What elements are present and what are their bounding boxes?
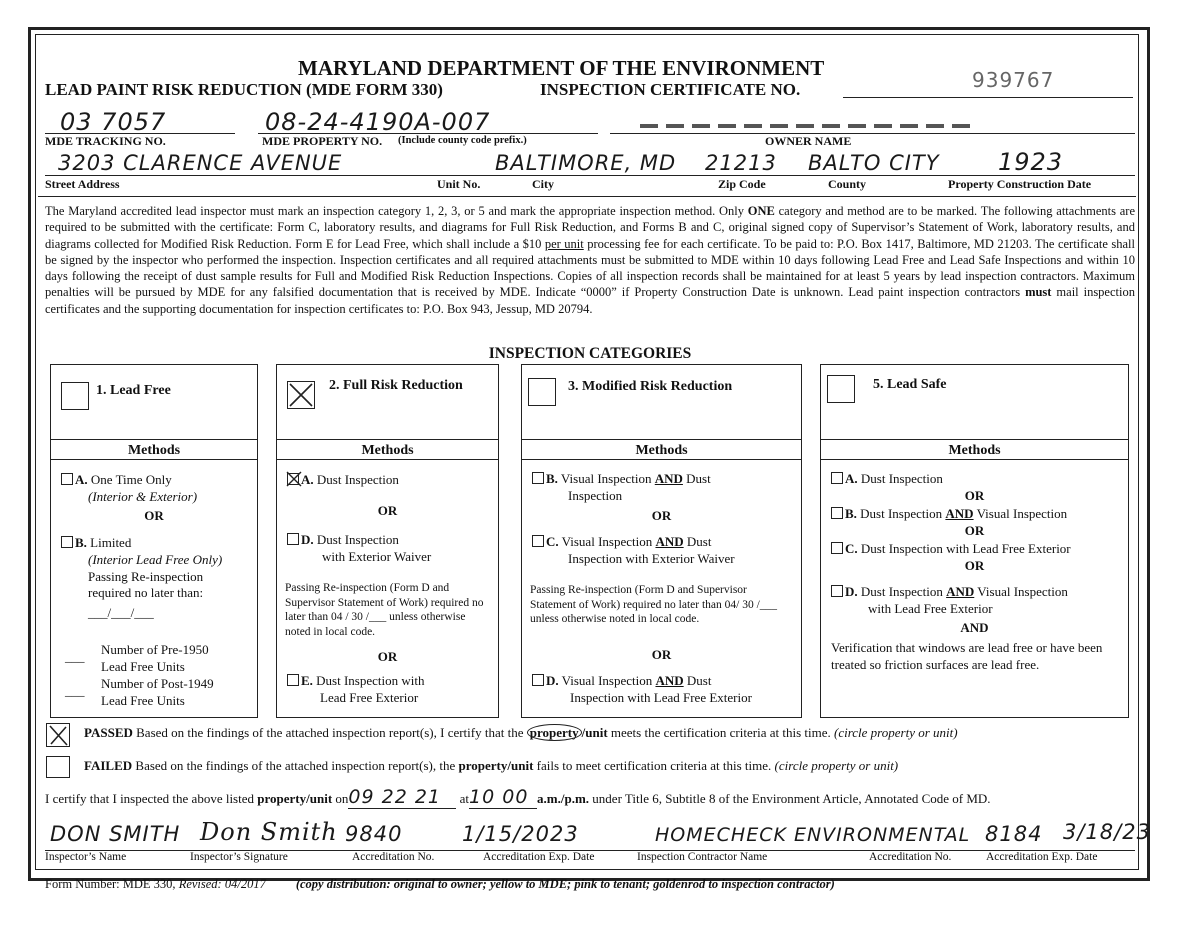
owner-name-redacted (640, 124, 970, 128)
category-1-checkbox[interactable] (61, 382, 89, 410)
failed-text-1: Based on the findings of the attached inspection report(s), the (132, 758, 459, 773)
method-2a-check-mark (286, 471, 302, 487)
form-name: LEAD PAINT RISK REDUCTION (MDE FORM 330) (45, 80, 443, 99)
method-3c-letter: C. (546, 534, 559, 549)
pre-1950-label: Number of Pre-1950 Lead Free Units (101, 642, 209, 674)
tracking-number-value: 03 7057 (60, 108, 167, 136)
accreditation-exp-value: 1/15/2023 (462, 822, 579, 846)
certify-text-3: under Title 6, Subtitle 8 of the Environment Article, Annotated Code of MD. (589, 791, 991, 806)
method-1b (61, 535, 131, 550)
instructions-per-unit: per unit (544, 236, 584, 251)
category-1-methods-divider (51, 459, 257, 460)
method-3-or-2: OR (651, 647, 672, 662)
passed-checkbox[interactable] (46, 723, 70, 747)
passed-hint: (circle property or unit) (833, 725, 958, 740)
street-address-value: 3203 CLARENCE AVENUE (58, 151, 343, 175)
inspection-time-value: 10 00 (469, 786, 537, 809)
method-5b-checkbox[interactable] (831, 507, 843, 519)
owner-label: OWNER NAME (765, 134, 852, 148)
passed-property-circled[interactable]: property (527, 724, 582, 741)
passed-check-mark (47, 724, 69, 746)
method-2e (287, 673, 425, 688)
owner-line (610, 133, 1135, 134)
contractor-name-label: Inspection Contractor Name (637, 851, 768, 863)
method-5d-sub: with Lead Free Exterior (868, 601, 993, 616)
post-1949-label: Number of Post-1949 Lead Free Units (101, 676, 214, 708)
certificate-line (843, 97, 1133, 98)
method-1b-reinspection: Passing Re-inspection required no later than: (88, 569, 204, 600)
method-5b-and: AND (945, 506, 974, 521)
unit-label: Unit No. (437, 177, 481, 191)
failed-checkbox[interactable] (46, 756, 70, 778)
method-1a-text: One Time Only (87, 472, 172, 487)
method-2-or-1: OR (377, 503, 398, 518)
city-label: City (532, 177, 554, 191)
contractor-accreditation-value: 8184 (985, 822, 1043, 846)
category-1-title: 1. Lead Free (96, 383, 171, 398)
method-5-verification: Verification that windows are lead free or have been treated so friction surfaces are lead free. (831, 640, 1103, 672)
category-3-title: 3. Modified Risk Reduction (568, 379, 733, 394)
instructions-must: must (1025, 285, 1052, 300)
method-3c-sub: Inspection with Exterior Waiver (568, 551, 735, 566)
inspector-name-value: DON SMITH (50, 822, 181, 846)
category-lead-safe (820, 364, 1129, 718)
method-2e-sub: Lead Free Exterior (320, 690, 419, 705)
inspection-date-value: 09 22 21 (348, 786, 456, 809)
method-5d-and: AND (946, 584, 975, 599)
method-5a-checkbox[interactable] (831, 472, 843, 484)
method-2e-checkbox[interactable] (287, 674, 299, 686)
inspector-signature-label: Inspector’s Signature (190, 851, 288, 863)
category-3-divider (522, 439, 801, 440)
category-1-methods-label: Methods (127, 443, 181, 458)
category-lead-free (50, 364, 258, 718)
method-5-and: AND (960, 620, 989, 635)
method-3d-letter: D. (546, 673, 559, 688)
method-1a-checkbox[interactable] (61, 473, 73, 485)
category-2-checkbox[interactable] (287, 381, 315, 409)
certify-text-2: on (332, 791, 349, 806)
category-5-checkbox[interactable] (827, 375, 855, 403)
method-2d-sub: with Exterior Waiver (322, 549, 432, 564)
method-5d-checkbox[interactable] (831, 585, 843, 597)
method-5d-letter: D. (845, 584, 858, 599)
construction-date-label: Property Construction Date (948, 177, 1092, 191)
failed-property-unit: property/unit (458, 758, 534, 773)
address-line (45, 175, 1135, 176)
method-3b-text-1: Visual Inspection (557, 471, 655, 486)
category-3-checkbox[interactable] (528, 378, 556, 406)
footer-revised: Revised: 04/2017 (178, 877, 266, 891)
method-3b (532, 471, 711, 486)
tracking-label: MDE TRACKING NO. (45, 134, 166, 148)
passed-unit[interactable]: unit (585, 725, 608, 740)
method-1a-sub: (Interior & Exterior) (88, 489, 198, 504)
category-2-title: 2. Full Risk Reduction (329, 378, 463, 393)
method-1a (61, 472, 251, 487)
category-full-risk-reduction (276, 364, 499, 718)
method-5c-letter: C. (845, 541, 858, 556)
method-2-or-2: OR (377, 649, 398, 664)
passed-text-1: Based on the findings of the attached inspection report(s), I certify that the (132, 725, 527, 740)
instructions-part-1: The Maryland accredited lead inspector must mark an inspection category 1, 2, 3, or 5 and mark the appropriate inspection method. Only (45, 204, 748, 218)
inspector-signature-value: Don Smith (200, 818, 338, 846)
method-5d-text-2: Visual Inspection (974, 584, 1068, 599)
method-2e-letter: E. (301, 673, 313, 688)
method-3c-checkbox[interactable] (532, 535, 544, 547)
pre-1950-blank: ___ (65, 649, 85, 664)
instructions-part-4: mail inspection certificates and the supporting documentation for inspection certificates to: P.O. Box 943, Jessup, MD 20794. (45, 285, 1135, 316)
category-5-divider (821, 439, 1128, 440)
certify-at: at (456, 791, 470, 806)
method-3c (532, 534, 711, 549)
passed-label: PASSED (84, 725, 133, 740)
method-3d-text-1: Visual Inspection (558, 673, 656, 688)
method-5-or-3: OR (964, 558, 985, 573)
instructions-part-3: processing fee for each certificate. To be paid to: P.O. Box 1417, Baltimore, MD 21203. The certificate shall be signed by the inspector who performed the inspection. Inspection certificates and all required attachments must be submitted to MDE within 10 days following Lead Free and Lead Safe Inspections and within 10 days following the receipt of dust sample results for Full and Modified Risk Reduction Inspections. Copies of all inspection records shall be maintained for at least 5 years by lead inspection contractors. Maximum penalties will be pursued by MDE for any falsified documentation that is received by MDE. Indicate “0000” if Property Construction Date is unknown. Lead paint inspection contractors (45, 236, 1135, 300)
categories-title: INSPECTION CATEGORIES (488, 345, 692, 362)
method-1b-text: Limited (86, 535, 132, 550)
method-5b-text-1: Dust Inspection (856, 506, 946, 521)
passed-text-2: meets the certification criteria at this time. (607, 725, 834, 740)
passed-slash: / (581, 725, 586, 740)
failed-label: FAILED (84, 758, 133, 773)
method-2a-checkbox[interactable] (287, 473, 299, 485)
method-3d-and: AND (655, 673, 684, 688)
certify-text-1: I certify that I inspected the above listed (45, 791, 258, 806)
accreditation-number-value: 9840 (345, 822, 403, 846)
method-3d-sub: Inspection with Lead Free Exterior (570, 690, 752, 705)
failed-hint: (circle property or unit) (774, 758, 899, 773)
method-5b-letter: B. (845, 506, 857, 521)
method-1-or: OR (144, 508, 164, 523)
county-label: County (828, 177, 867, 191)
county-value: BALTO CITY (808, 151, 940, 175)
street-label: Street Address (45, 177, 120, 191)
inspector-name-label: Inspector’s Name (45, 851, 127, 863)
method-1a-letter: A. (75, 472, 88, 487)
method-5b (831, 506, 1067, 521)
method-3-reinspection: Passing Re-inspection (Form D and Supervisor Statement of Work) required no later than 04/ 30 /___ unless otherwise noted in local code. (530, 584, 778, 625)
method-1b-sub: (Interior Lead Free Only) (88, 552, 223, 567)
method-2-reinspection: Passing Re-inspection (Form D and Supervisor Statement of Work) required no later than 04 / 30 /___ unless otherwise noted in local code. (285, 582, 484, 638)
category-5-title: 5. Lead Safe (873, 377, 947, 392)
method-3c-text-2: Dust (683, 534, 712, 549)
failed-text-2: fails to meet certification criteria at this time. (533, 758, 775, 773)
method-5d (831, 584, 1068, 599)
method-2a-text: Dust Inspection (313, 472, 399, 487)
method-3d-text-2: Dust (683, 673, 712, 688)
form-title: MARYLAND DEPARTMENT OF THE ENVIRONMENT (298, 56, 825, 80)
method-3b-letter: B. (546, 471, 558, 486)
method-5d-text-1: Dust Inspection (857, 584, 947, 599)
method-5-or-1: OR (964, 488, 985, 503)
category-3-methods-label: Methods (635, 443, 688, 458)
contractor-name-value: HOMECHECK ENVIRONMENTAL (655, 824, 971, 846)
contractor-exp-label: Accreditation Exp. Date (986, 851, 1098, 863)
method-5-or-2: OR (964, 523, 985, 538)
accreditation-number-label: Accreditation No. (352, 851, 435, 863)
passed-statement (84, 725, 958, 741)
method-1b-checkbox[interactable] (61, 536, 73, 548)
method-3b-sub: Inspection (568, 488, 623, 503)
property-number-value: 08-24-4190A-007 (265, 108, 491, 136)
method-1b-date-blank: ___/___/___ (88, 605, 154, 620)
method-1b-letter: B. (75, 535, 87, 550)
method-3c-and: AND (655, 534, 684, 549)
zip-label: Zip Code (718, 177, 766, 191)
category-2-divider (277, 439, 498, 440)
instructions-one: ONE (747, 204, 775, 218)
category-2-check-mark (288, 382, 314, 408)
property-hint: (Include county code prefix.) (398, 135, 527, 146)
method-3b-checkbox[interactable] (532, 472, 544, 484)
method-3d-checkbox[interactable] (532, 674, 544, 686)
method-5a (831, 471, 943, 486)
footer-distribution: (copy distribution: original to owner; yellow to MDE; pink to tenant; goldenrod to inspection contractor) (295, 877, 835, 891)
method-3b-and: AND (654, 471, 683, 486)
method-5c (831, 541, 1071, 556)
method-5b-text-2: Visual Inspection (973, 506, 1068, 521)
accreditation-exp-label: Accreditation Exp. Date (483, 851, 595, 863)
form-footer (45, 877, 835, 892)
certificate-number: 939767 (972, 68, 1055, 92)
method-5c-text: Dust Inspection with Lead Free Exterior (857, 541, 1071, 556)
certify-am-pm: a.m./p.m. (537, 791, 590, 806)
category-2-methods-label: Methods (361, 443, 414, 458)
certify-statement (45, 786, 991, 809)
category-2-methods-divider (277, 459, 498, 460)
certificate-label: INSPECTION CERTIFICATE NO. (540, 80, 801, 99)
failed-statement (84, 758, 898, 774)
category-3-methods-divider (522, 459, 801, 460)
contractor-exp-value: 3/18/23 (1063, 820, 1151, 844)
header-divider (38, 196, 1136, 197)
instructions-part-2: category and method are to be marked. The following attachments are required to be submitted with the certificate: Form C, laboratory results, and diagrams for Full Risk Reduction, and Forms B and C, original signed copy of Supervisor’s Statement of Work, laboratory results, and diagrams collected for Modified Risk Reduction. Form E for Lead Free, which shall include a $10 (45, 204, 1136, 251)
property-label: MDE PROPERTY NO. (262, 134, 383, 148)
city-value: BALTIMORE, MD (495, 151, 677, 175)
method-5c-checkbox[interactable] (831, 542, 843, 554)
construction-date-value: 1923 (998, 148, 1064, 176)
method-5a-text: Dust Inspection (857, 471, 943, 486)
category-5-methods-divider (821, 459, 1128, 460)
method-2d-letter: D. (301, 532, 314, 547)
method-3c-text-1: Visual Inspection (558, 534, 656, 549)
method-5a-letter: A. (845, 471, 858, 486)
footer-form-number: Form Number: MDE 330, (45, 877, 179, 891)
method-3-or-1: OR (651, 508, 672, 523)
category-modified-risk-reduction (521, 364, 802, 718)
method-2d-text: Dust Inspection (313, 532, 399, 547)
method-2a (287, 472, 399, 487)
instructions-paragraph (45, 203, 1135, 317)
method-2a-letter: A. (301, 472, 314, 487)
method-2e-text: Dust Inspection with (312, 673, 425, 688)
method-2d-checkbox[interactable] (287, 533, 299, 545)
category-5-methods-label: Methods (948, 443, 1001, 458)
method-2d (287, 532, 399, 547)
post-1949-blank: ___ (65, 683, 85, 698)
zip-value: 21213 (705, 151, 777, 175)
certify-property-unit: property/unit (257, 791, 333, 806)
contractor-accreditation-label: Accreditation No. (869, 851, 952, 863)
category-1-divider (51, 439, 257, 440)
method-3d (532, 673, 711, 688)
method-3b-text-2: Dust (682, 471, 711, 486)
